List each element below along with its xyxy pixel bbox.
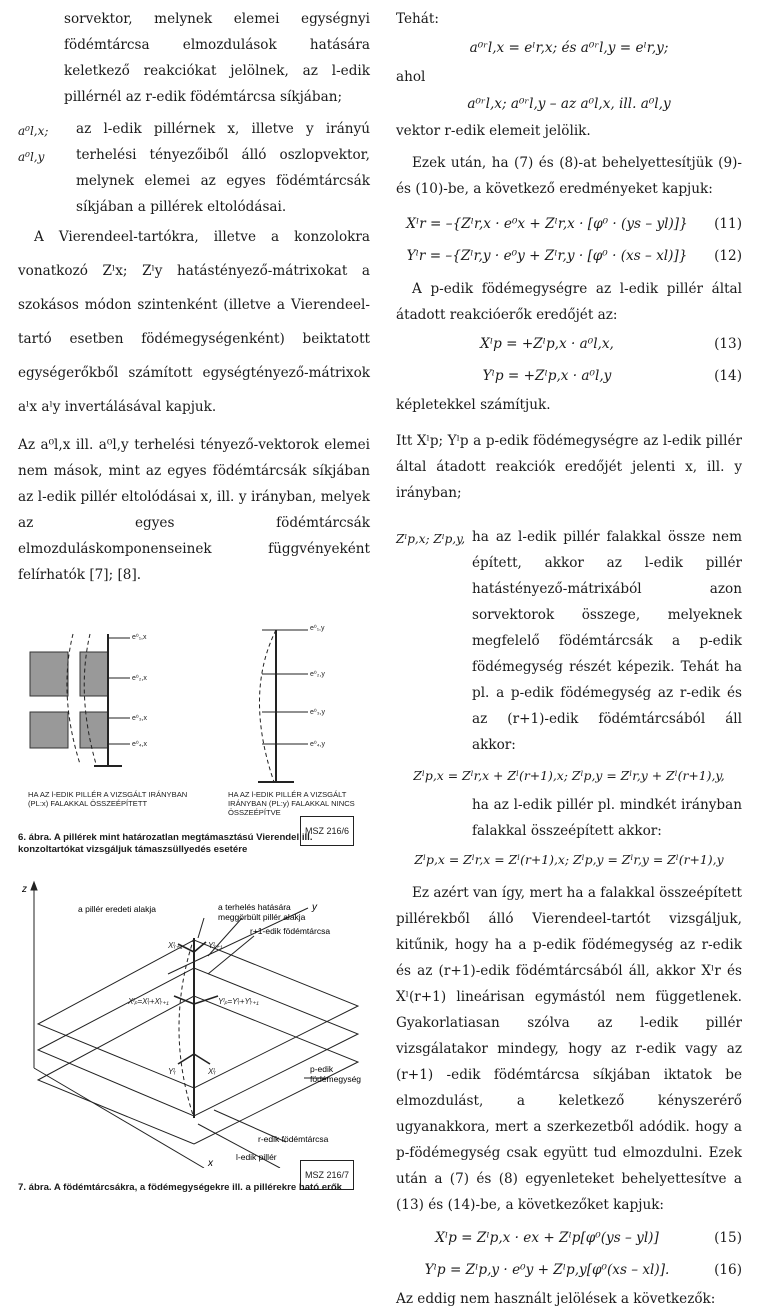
equation-c-body: Zˡp,x = Zˡr,x + Zˡ(r+1),x; Zˡp,y = Zˡr,y + Zˡ(r+1),y,: [413, 768, 725, 783]
svg-text:e⁰₃,y: e⁰₃,y: [310, 709, 325, 716]
svg-text:e⁰₃,x: e⁰₃,x: [132, 715, 147, 722]
equation-12: [396, 240, 742, 272]
figure-6-caption: 6. ábra. A pillérek mint határozatlan megtámasztású Vierendel ill. konzoltartókat vizsgáljuk támaszsüllyedés esetére: [18, 832, 313, 855]
label-p-unit-2: födémegység: [310, 1074, 362, 1084]
label-deformed-shape: a terhelés hatására: [218, 902, 291, 912]
figure-6-drawing: [18, 594, 370, 804]
paragraph-explanation: Ez azért van így, mert ha a falakkal összeépített pillérekből álló Vierendeel-tartót vizsgáljuk, kitűnik, hogy ha a p-edik födémegység az r-edik és az (r+1)-edik födémtárcsából áll, akkor Xˡr és Xˡ(r+1) lineárisan egymástól nem függetlenek. Gyakorlatiasan szólva az l-edik pillér vizsgálatakor mindegy, hogy az r-edik vagy az (r+1) -edik födémtárcsa síkjában iktatok be elmozdulást, a keletkező kényszerérő ugyanakkora, mert a szerkezetből adódik. hogy a p-födémegység csak együtt tud elmozdulni. Ezek után a (7) és (8) egyenleteket behelyettesítve a (13) és (14)-be, a következőket kapjuk:: [396, 885, 742, 1213]
equation-13: [396, 328, 742, 360]
equation-16-number: (16): [714, 1262, 742, 1278]
axis-label-x: x: [208, 1158, 213, 1168]
definition-load-vector: [18, 116, 370, 220]
svg-text:e⁰₄,y: e⁰₄,y: [310, 741, 326, 748]
svg-text:e⁰₂,x: e⁰₂,x: [132, 675, 147, 682]
equation-13-number: (13): [714, 336, 742, 352]
equation-d-body: Zˡp,x = Zˡr,x = Zˡ(r+1),x; Zˡp,y = Zˡr,y = Zˡ(r+1),y: [414, 852, 724, 867]
definition-z-symbol: Zˡp,x; Zˡp,y,: [396, 532, 466, 546]
label-deformed-shape-2: meggörbült pillér alakja: [218, 912, 306, 922]
equation-14: [396, 360, 742, 392]
paragraph-matrices: A Vierendeel-tartókra, illetve a konzolokra vonatkozó Zˡx; Zˡy hatástényező-mátrixokat a szokásos módon szintenként (illetve a Vierendeel-tartó esetben födémegységenként) beiktatott egységerőkből számított egységtényező-mátrixok aˡx aˡy invertálásával kapjuk.: [18, 229, 370, 415]
equation-a-body: a⁰ʳl,x = eˡr,x; és a⁰ʳl,y = eˡr,y;: [469, 40, 669, 56]
equation-14-number: (14): [714, 368, 742, 384]
figure-7-caption: 7. ábra. A födémtárcsákra, a födémegységekre ill. a pillérekre ható erők: [18, 1182, 343, 1193]
equation-16: [396, 1254, 742, 1286]
definition-z-matrix: [396, 524, 742, 758]
axis-label-y: y: [312, 902, 317, 913]
figure-6: [18, 594, 370, 855]
definition-symbol: a⁰l,x; a⁰l,y: [18, 124, 49, 164]
svg-text:e⁰₁,x: e⁰₁,x: [132, 634, 147, 641]
text-formulas: képletekkel számítjuk.: [396, 397, 551, 413]
label-r1-slab: r+1-edik födémtárcsa: [250, 926, 331, 936]
left-column: [18, 0, 370, 1198]
figure-6-note-right: HA AZ l-EDIK PILLÉR A VIZSGÁLT IRÁNYBAN (PL:y) FALAKKAL NINCS ÖSSZEÉPÍTVE: [228, 790, 355, 817]
paragraph-substitution: Ezek után, ha (7) és (8)-at behelyettesítjük (9)- és (10)-be, a következő eredményeket kapjuk:: [396, 155, 742, 197]
equation-d: [396, 844, 742, 876]
equation-15-number: (15): [714, 1230, 742, 1246]
equation-13-body: Xˡp = +Zˡp,x · a⁰l,x,: [480, 336, 614, 352]
figure-7: [18, 878, 370, 1198]
label-original-shape: a pillér eredeti alakja: [78, 904, 156, 914]
paragraph-itt: Itt Xˡp; Yˡp a p-edik födémegységre az l-edik pillér által átadott reakciók eredőjét jelenti x, ill. y irányban;: [396, 433, 742, 501]
paragraph-load-factors: Az a⁰l,x ill. a⁰l,y terhelési tényező-vektorok elemei nem mások, mint az egyes födémtárcsák síkjában az l-edik pillér eltolódásai x, ill. y irányban, melyek az egyes födémtárcsák elmozduláskomponenseinek függvényeként felírhatók [7]; [8].: [18, 437, 370, 583]
text-both-directions: ha az l-edik pillér pl. mindkét irányban falakkal összeépített akkor:: [472, 797, 742, 839]
equation-11-body: Xˡr = –{Zˡr,x · e⁰x + Zˡr,x · [φ⁰ · (ys – yl)]}: [406, 216, 688, 232]
definition-text: az l-edik pillérnek x, illetve y irányú terhelési tényezőiből álló oszlopvektor, melynek elemei az egyes födémtárcsák síkjában a pillérek eltolódásai.: [76, 121, 370, 215]
equation-15-body: Xˡp = Zˡp,x · ex + Zˡp[φ⁰(ys – yl)]: [435, 1230, 659, 1246]
equation-15: [396, 1222, 742, 1254]
text-vector: vektor r-edik elemeit jelölik.: [396, 123, 591, 139]
right-column: [396, 0, 742, 1312]
axis-label-z: z: [22, 884, 27, 895]
equation-c: [396, 760, 742, 792]
equation-12-number: (12): [714, 248, 742, 264]
paragraph-notations: Az eddig nem használt jelölések a következők:: [396, 1291, 716, 1307]
label-l-pillar: l-edik pillér: [236, 1152, 277, 1162]
equation-12-body: Yˡr = –{Zˡr,y · e⁰y + Zˡr,y · [φ⁰ · (xs – xl)]}: [406, 248, 688, 264]
label-p-unit: p-edik: [310, 1064, 334, 1074]
svg-text:Xˡᵣ₊₁: Xˡᵣ₊₁: [168, 941, 183, 950]
equation-11-number: (11): [714, 216, 742, 232]
text-tehat: Tehát:: [396, 11, 439, 27]
equation-14-body: Yˡp = +Zˡp,x · a⁰l,y: [482, 368, 612, 384]
svg-text:e⁰₄,x: e⁰₄,x: [132, 741, 148, 748]
paragraph-reaction: A p-edik födémegységre az l-edik pillér által átadott reakcióerők eredőjét az:: [396, 281, 742, 323]
figure-7-drawing: [18, 878, 370, 1168]
svg-text:e⁰₁,y: e⁰₁,y: [310, 625, 325, 632]
svg-text:Yˡᵣ: Yˡᵣ: [168, 1067, 176, 1076]
text-ahol: ahol: [396, 69, 426, 85]
equation-16-body: Yˡp = Zˡp,y · e⁰y + Zˡp,y[φ⁰(xs – xl)].: [424, 1262, 670, 1278]
equation-b: [396, 90, 742, 118]
equation-11: [396, 208, 742, 240]
svg-text:Xˡₚ=Xˡᵣ+Xˡᵣ₊₁: Xˡₚ=Xˡᵣ+Xˡᵣ₊₁: [128, 997, 169, 1006]
equation-a: [396, 32, 742, 64]
svg-text:Yˡᵣ₊₁: Yˡᵣ₊₁: [208, 941, 223, 950]
figure-6-note-left: HA AZ l-EDIK PILLÉR A VIZSGÁLT IRÁNYBAN (PL:x) FALAKKAL ÖSSZEÉPÍTETT: [28, 790, 188, 808]
equation-b-body: a⁰ʳl,x; a⁰ʳl,y – az a⁰l,x, ill. a⁰l,y: [467, 96, 671, 112]
svg-text:Yˡₚ=Yˡᵣ+Yˡᵣ₊₁: Yˡₚ=Yˡᵣ+Yˡᵣ₊₁: [218, 997, 259, 1006]
label-r-slab: r-edik födémtárcsa: [258, 1134, 329, 1144]
figure-7-code-box: MSZ 216/7: [300, 1160, 354, 1190]
svg-text:Xˡᵣ: Xˡᵣ: [208, 1067, 216, 1076]
figure-6-code-box: MSZ 216/6: [300, 816, 354, 846]
definition-z-text: ha az l-edik pillér falakkal össze nem épített, akkor az l-edik pillér hatástényező-mátrixából azon sorvektorok összege, melyeknek megfelelő födémtárcsák a p-edik födémegység részét képezik. Tehát ha pl. a p-edik födémegység az r-edik és az (r+1)-edik födémtárcsából áll akkor:: [472, 529, 742, 753]
svg-text:e⁰₂,y: e⁰₂,y: [310, 671, 325, 678]
paragraph-row-vector: sorvektor, melynek elemei egységnyi födémtárcsa elmozdulások hatására keletkező reakciókat jelölnek, az l-edik pillérnél az r-edik födémtárcsa síkjában;: [64, 11, 370, 105]
